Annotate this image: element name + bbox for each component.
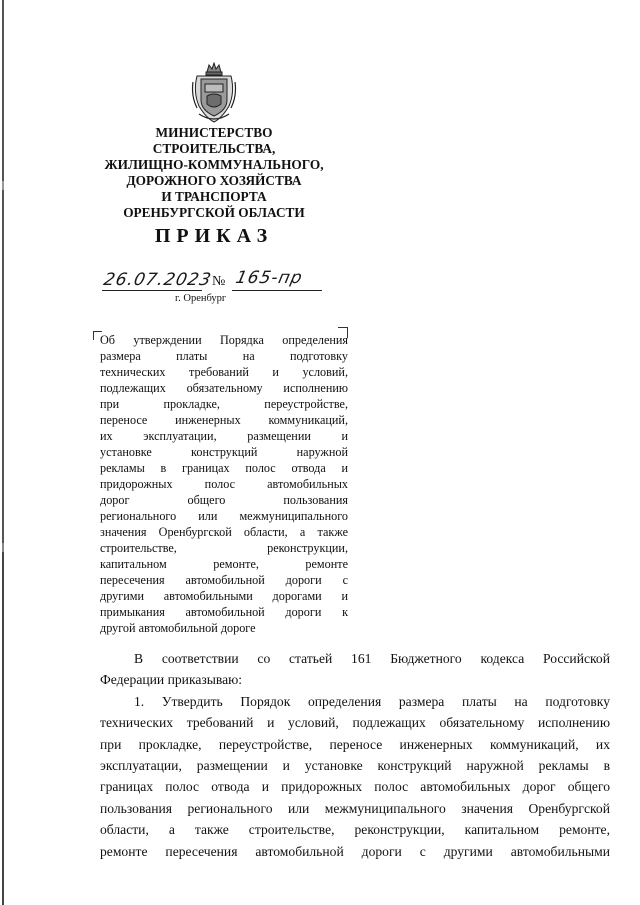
date-underline <box>102 290 202 291</box>
title-line: придорожных полос автомобильных <box>100 477 348 491</box>
item-1-line: при прокладке, переустройстве, переносе инженерных коммуникаций, их <box>100 736 610 752</box>
title-line: установке конструкций наружной <box>100 445 348 459</box>
ministry-line: ЖИЛИЩНО-КОММУНАЛЬНОГО, <box>104 157 324 172</box>
item-1-line: технических требований и условий, подлежащих обязательному исполнению <box>100 715 610 731</box>
document-type-title: ПРИКАЗ <box>154 225 274 247</box>
order-title <box>100 332 348 636</box>
item-1-line: эксплуатации, размещении и установке конструкций наружной рекламы в <box>100 758 610 774</box>
number-underline <box>232 290 322 291</box>
title-line: примыкания автомобильной дороги к <box>100 605 348 619</box>
handwritten-date: 26.07.2023 <box>101 270 214 290</box>
item-1-line: области, а также строительстве, реконструкции, капитальном ремонте, <box>100 822 610 838</box>
title-line: значения Оренбургской области, а также <box>100 525 348 539</box>
title-line: регионального или межмуниципального <box>100 509 348 523</box>
date-number-line <box>100 268 330 296</box>
page-scan-edge <box>2 0 4 905</box>
ministry-line: СТРОИТЕЛЬСТВА, <box>152 141 276 156</box>
preamble-line: Федерации приказываю: <box>100 672 243 688</box>
title-line: строительстве, реконструкции, <box>100 541 348 555</box>
title-line: Об утверждении Порядка определения <box>100 333 348 347</box>
title-line: дорог общего пользования <box>100 493 348 507</box>
title-line: другими автомобильными дорогами и <box>100 589 348 603</box>
handwritten-number: 165-пр <box>233 268 305 288</box>
title-line: их эксплуатации, размещении и <box>100 429 348 443</box>
item-1-line: пользования регионального или межмуниципального значения Оренбургской <box>100 800 610 816</box>
item-1-line: границах полос отвода и придорожных полос автомобильных дорог общего <box>100 779 610 795</box>
title-line: при прокладке, переустройстве, <box>100 397 348 411</box>
order-body <box>100 648 610 862</box>
title-line: переносе инженерных коммуникаций, <box>100 413 348 427</box>
ministry-line: ДОРОЖНОГО ХОЗЯЙСТВА <box>126 173 302 188</box>
city-label: г. Оренбург <box>175 293 227 304</box>
ministry-line: ОРЕНБУРГСКОЙ ОБЛАСТИ <box>123 205 305 220</box>
coat-of-arms-icon <box>191 62 237 124</box>
title-line: пересечения автомобильной дороги с <box>100 573 348 587</box>
item-1-line: 1. Утвердить Порядок определения размера платы на подготовку <box>134 693 610 709</box>
title-line: другой автомобильной дороге <box>100 621 256 635</box>
title-line: размера платы на подготовку <box>100 349 348 363</box>
preamble-line: В соответствии со статьей 161 Бюджетного кодекса Российской <box>134 651 610 666</box>
title-line: подлежащих обязательному исполнению <box>100 381 348 395</box>
ministry-line: И ТРАНСПОРТА <box>161 189 267 204</box>
number-label: № <box>212 274 226 289</box>
ministry-line: МИНИСТЕРСТВО <box>155 125 273 140</box>
item-1-line: ремонте пересечения автомобильной дороги с другими автомобильными <box>100 843 610 859</box>
title-line: технических требований и условий, <box>100 365 348 379</box>
title-line: капитальном ремонте, ремонте <box>100 557 348 571</box>
title-line: рекламы в границах полос отвода и <box>100 461 348 475</box>
ministry-name <box>60 125 368 221</box>
